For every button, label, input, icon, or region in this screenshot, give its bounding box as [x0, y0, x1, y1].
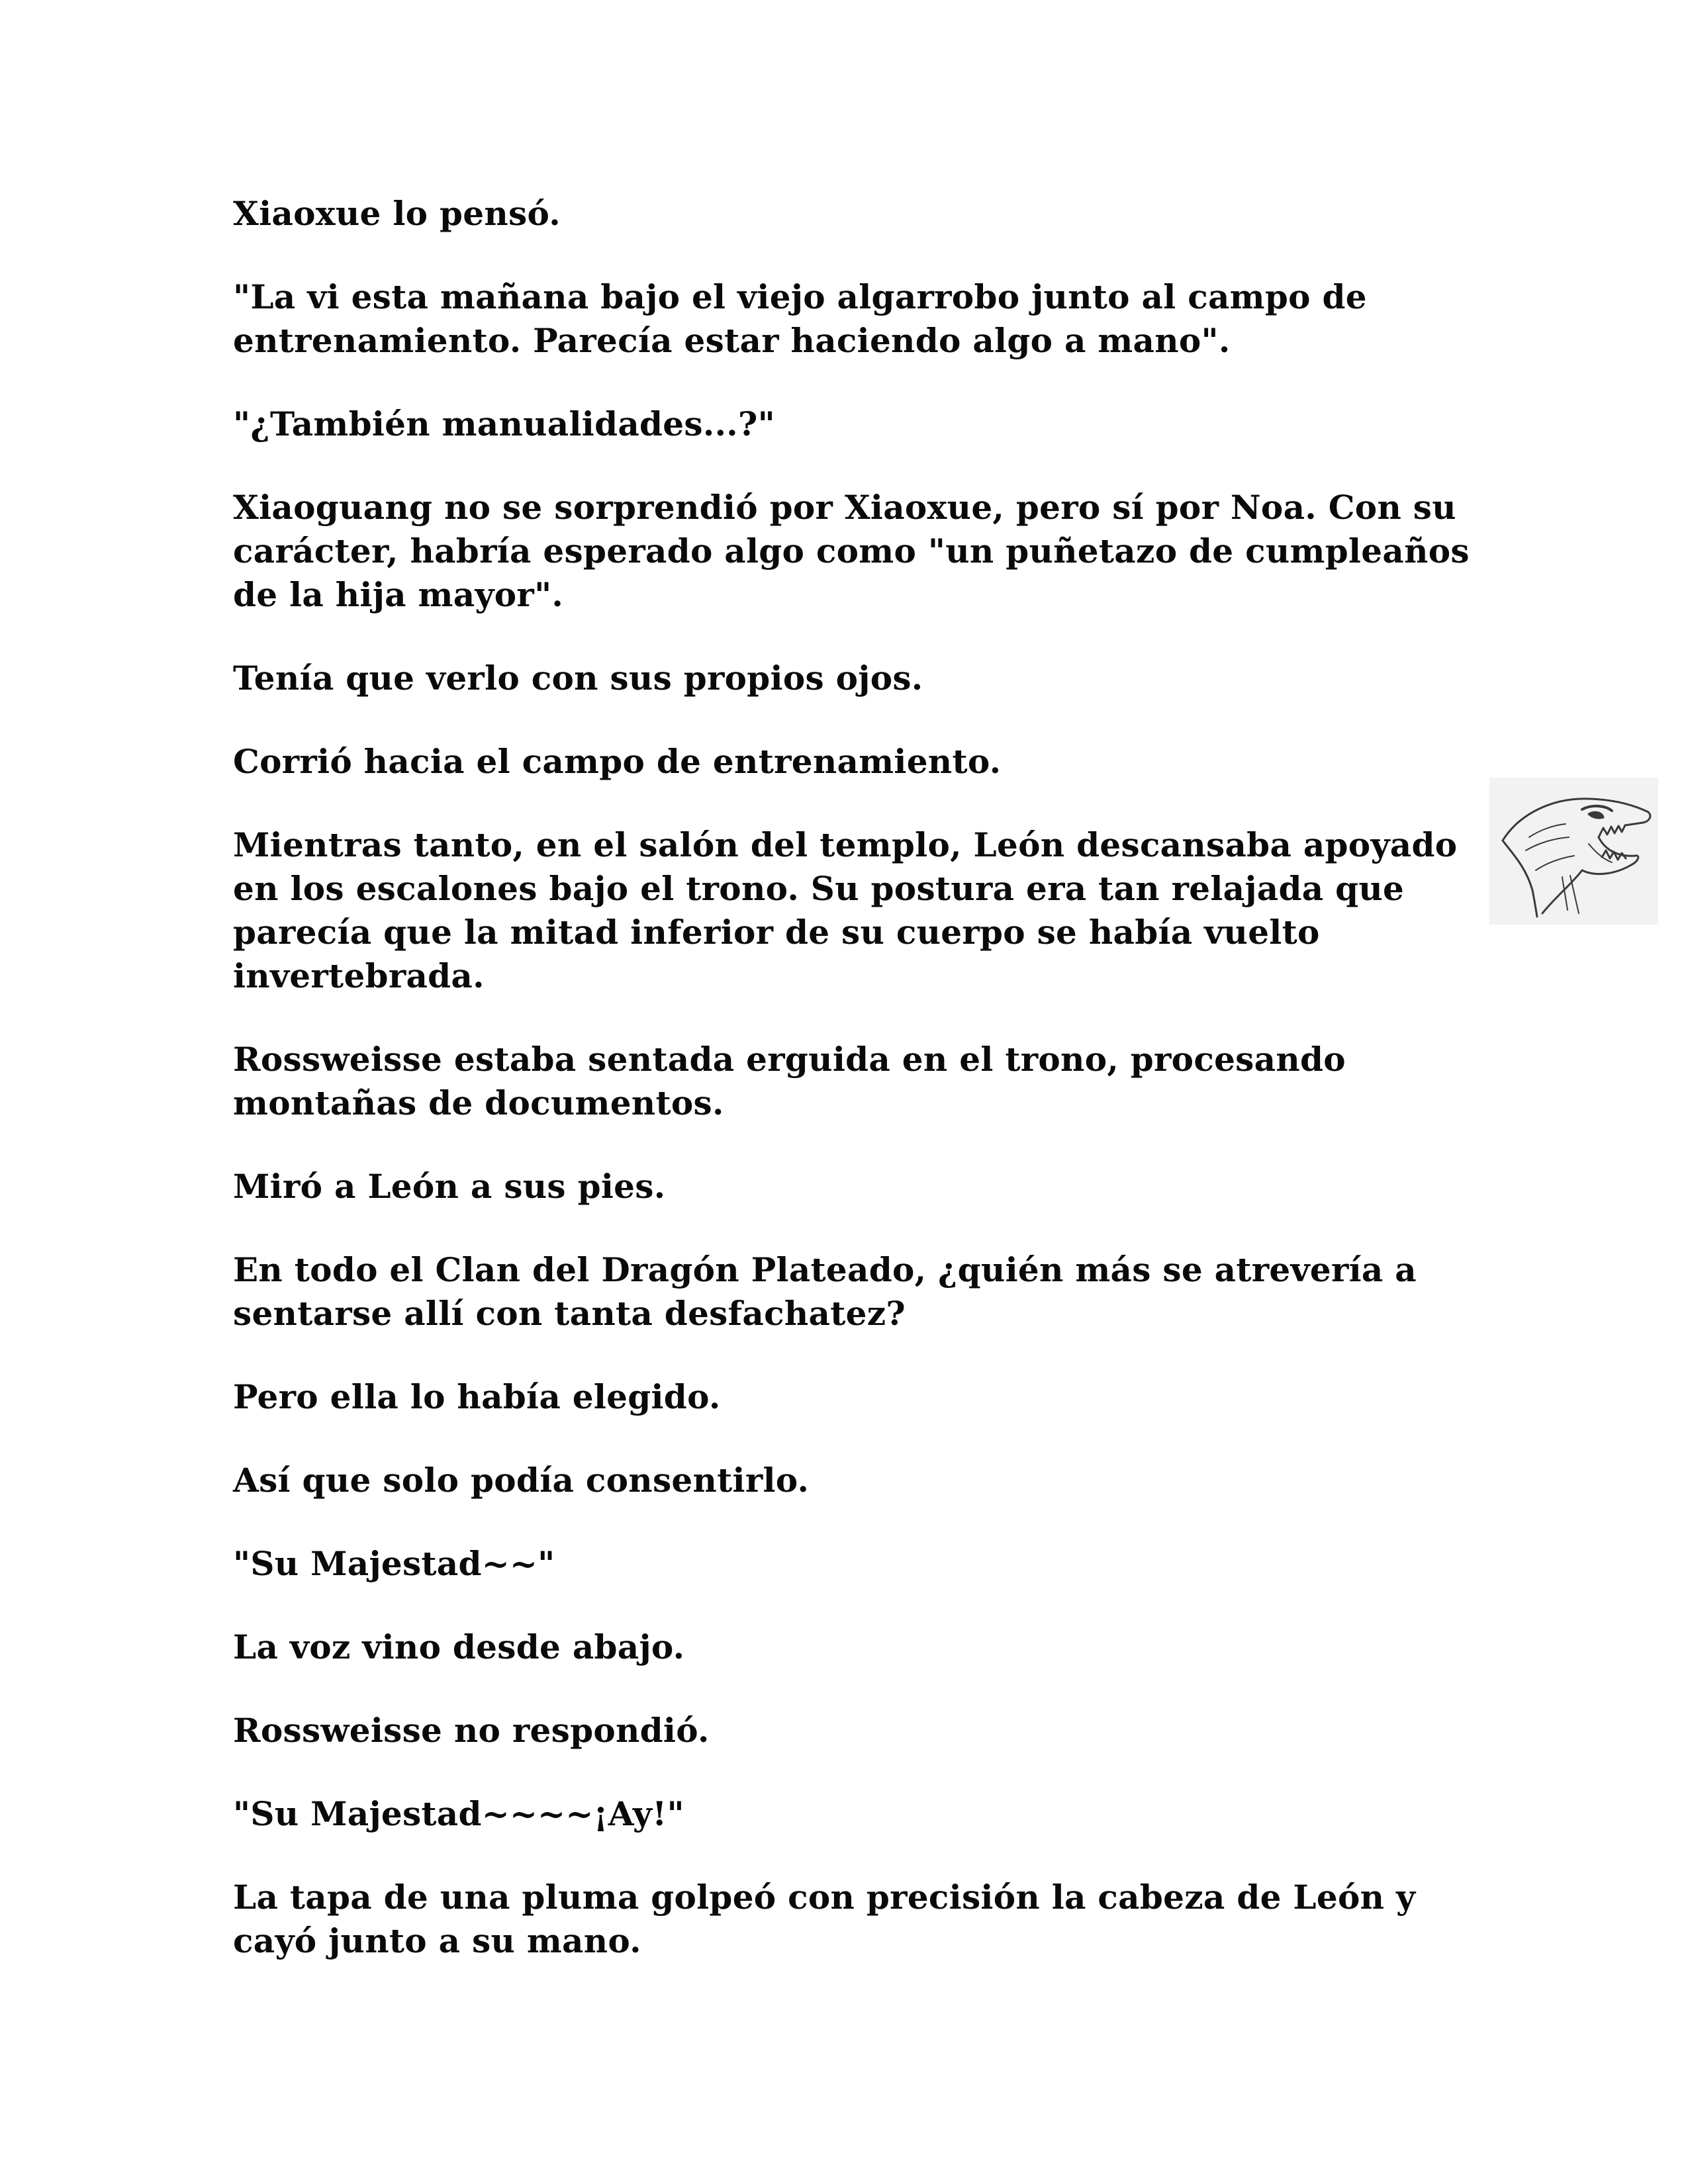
paragraph: Rossweisse estaba sentada erguida en el trono, procesando montañas de documentos.	[233, 1040, 1346, 1122]
paragraph: Mientras tanto, en el salón del templo, León descansaba apoyado en los escalones bajo el trono. Su postura era tan relajada que parecía que la mitad inferior de su cuerpo se había vuelto invertebrada.	[233, 825, 1458, 995]
paragraph: Miró a León a sus pies.	[233, 1167, 666, 1206]
paragraph: En todo el Clan del Dragón Plateado, ¿quién más se atrevería a sentarse allí con tanta desfachatez?	[233, 1250, 1417, 1333]
paragraph: "¿También manualidades...?"	[233, 404, 775, 443]
dinosaur-head-sketch-icon	[1489, 778, 1658, 925]
paragraph: "Su Majestad~~"	[233, 1544, 555, 1583]
paragraph: Pero ella lo había elegido.	[233, 1377, 721, 1416]
paragraph: Xiaoxue lo pensó.	[233, 194, 561, 233]
paragraph: La voz vino desde abajo.	[233, 1627, 685, 1666]
paragraph: Así que solo podía consentirlo.	[233, 1461, 810, 1500]
paragraph: Tenía que verlo con sus propios ojos.	[233, 659, 923, 698]
story-text	[233, 192, 1491, 2003]
paragraph: Rossweisse no respondió.	[233, 1711, 710, 1750]
paragraph: Xiaoguang no se sorprendió por Xiaoxue, pero sí por Noa. Con su carácter, habría esperado algo como "un puñetazo de cumpleaños de la hija mayor".	[233, 488, 1470, 614]
paragraph: La tapa de una pluma golpeó con precisión la cabeza de León y cayó junto a su mano.	[233, 1878, 1416, 1960]
paragraph: Corrió hacia el campo de entrenamiento.	[233, 742, 1002, 781]
paragraph: "Su Majestad~~~~¡Ay!"	[233, 1794, 684, 1833]
paragraph: "La vi esta mañana bajo el viejo algarrobo junto al campo de entrenamiento. Parecía estar haciendo algo a mano".	[233, 277, 1367, 360]
